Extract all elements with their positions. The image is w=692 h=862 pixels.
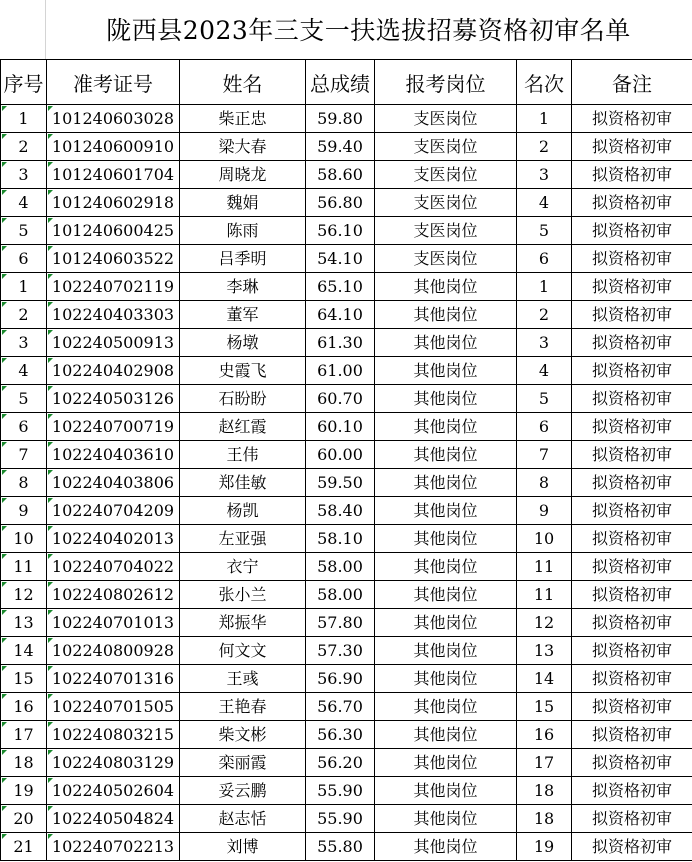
cell-exam-number[interactable]: 101240600910 [47, 133, 180, 161]
cell-index[interactable]: 5 [1, 217, 47, 245]
table-row [1, 245, 692, 273]
cell-rank[interactable]: 16 [517, 721, 572, 749]
cell-name[interactable]: 周晓龙 [180, 161, 306, 189]
cell-total-score[interactable]: 56.10 [306, 217, 375, 245]
cell-rank[interactable]: 6 [517, 413, 572, 441]
cell-position[interactable]: 支医岗位 [375, 217, 517, 245]
cell-total-score[interactable]: 60.10 [306, 413, 375, 441]
cell-total-score[interactable]: 55.80 [306, 833, 375, 861]
table-body [1, 105, 692, 861]
table-row [1, 553, 692, 581]
cell-total-score[interactable]: 60.00 [306, 441, 375, 469]
cell-rank[interactable]: 11 [517, 553, 572, 581]
cell-index[interactable]: 19 [1, 777, 47, 805]
table-row [1, 665, 692, 693]
cell-remark[interactable]: 拟资格初审 [572, 329, 692, 357]
cell-name[interactable]: 赵红霞 [180, 413, 306, 441]
cell-exam-number[interactable]: 101240603522 [47, 245, 180, 273]
cell-index[interactable]: 4 [1, 357, 47, 385]
cell-exam-number[interactable]: 101240601704 [47, 161, 180, 189]
cell-name[interactable]: 妥云鹏 [180, 777, 306, 805]
cell-position[interactable]: 其他岗位 [375, 665, 517, 693]
cell-remark[interactable]: 拟资格初审 [572, 777, 692, 805]
cell-index[interactable]: 5 [1, 385, 47, 413]
cell-position[interactable]: 其他岗位 [375, 385, 517, 413]
table-row [1, 441, 692, 469]
cell-name[interactable]: 李琳 [180, 273, 306, 301]
cell-name[interactable]: 柴文彬 [180, 721, 306, 749]
cell-position[interactable]: 其他岗位 [375, 777, 517, 805]
cell-remark[interactable]: 拟资格初审 [572, 133, 692, 161]
cell-index[interactable]: 2 [1, 133, 47, 161]
cell-exam-number[interactable]: 102240800928 [47, 637, 180, 665]
cell-total-score[interactable]: 64.10 [306, 301, 375, 329]
cell-rank[interactable]: 4 [517, 357, 572, 385]
header-cell-exam-number[interactable]: 准考证号 [47, 60, 180, 105]
header-cell-name[interactable]: 姓名 [180, 60, 306, 105]
header-cell-total-score[interactable]: 总成绩 [306, 60, 375, 105]
cell-position[interactable]: 其他岗位 [375, 301, 517, 329]
cell-position[interactable]: 其他岗位 [375, 525, 517, 553]
cell-name[interactable]: 柴正忠 [180, 105, 306, 133]
cell-index[interactable]: 1 [1, 273, 47, 301]
cell-rank[interactable]: 2 [517, 133, 572, 161]
cell-total-score[interactable]: 59.80 [306, 105, 375, 133]
cell-exam-number[interactable]: 102240701505 [47, 693, 180, 721]
cell-name[interactable]: 王艳春 [180, 693, 306, 721]
cell-remark[interactable]: 拟资格初审 [572, 413, 692, 441]
cell-exam-number[interactable]: 101240600425 [47, 217, 180, 245]
cell-index[interactable]: 14 [1, 637, 47, 665]
table-row [1, 329, 692, 357]
cell-position[interactable]: 其他岗位 [375, 721, 517, 749]
cell-exam-number[interactable]: 101240602918 [47, 189, 180, 217]
cell-exam-number[interactable]: 102240403610 [47, 441, 180, 469]
cell-position[interactable]: 其他岗位 [375, 749, 517, 777]
cell-exam-number[interactable]: 102240803215 [47, 721, 180, 749]
table-row [1, 805, 692, 833]
candidate-table [0, 59, 692, 861]
cell-index[interactable]: 9 [1, 497, 47, 525]
cell-position[interactable]: 其他岗位 [375, 497, 517, 525]
cell-rank[interactable]: 4 [517, 189, 572, 217]
cell-total-score[interactable]: 58.40 [306, 497, 375, 525]
table-row [1, 581, 692, 609]
cell-total-score[interactable]: 59.40 [306, 133, 375, 161]
cell-remark[interactable]: 拟资格初审 [572, 525, 692, 553]
table-row [1, 105, 692, 133]
header-cell-rank[interactable]: 名次 [517, 60, 572, 105]
cell-remark[interactable]: 拟资格初审 [572, 385, 692, 413]
cell-index[interactable]: 16 [1, 693, 47, 721]
table-row [1, 413, 692, 441]
cell-name[interactable]: 郑振华 [180, 609, 306, 637]
cell-index[interactable]: 6 [1, 413, 47, 441]
table-row [1, 637, 692, 665]
cell-position[interactable]: 其他岗位 [375, 357, 517, 385]
cell-total-score[interactable]: 57.30 [306, 637, 375, 665]
cell-name[interactable]: 王伟 [180, 441, 306, 469]
cell-position[interactable]: 其他岗位 [375, 329, 517, 357]
cell-rank[interactable]: 17 [517, 749, 572, 777]
cell-position[interactable]: 其他岗位 [375, 441, 517, 469]
cell-index[interactable]: 6 [1, 245, 47, 273]
cell-name[interactable]: 赵志恬 [180, 805, 306, 833]
cell-rank[interactable]: 9 [517, 497, 572, 525]
table-row [1, 777, 692, 805]
cell-position[interactable]: 其他岗位 [375, 413, 517, 441]
cell-total-score[interactable]: 65.10 [306, 273, 375, 301]
cell-exam-number[interactable]: 102240803129 [47, 749, 180, 777]
cell-index[interactable]: 13 [1, 609, 47, 637]
cell-name[interactable]: 张小兰 [180, 581, 306, 609]
cell-index[interactable]: 3 [1, 161, 47, 189]
cell-rank[interactable]: 11 [517, 581, 572, 609]
cell-total-score[interactable]: 58.10 [306, 525, 375, 553]
cell-position[interactable]: 其他岗位 [375, 553, 517, 581]
cell-remark[interactable]: 拟资格初审 [572, 273, 692, 301]
table-row [1, 609, 692, 637]
cell-name[interactable]: 梁大春 [180, 133, 306, 161]
table-row [1, 469, 692, 497]
table-row [1, 385, 692, 413]
table-row [1, 301, 692, 329]
cell-remark[interactable]: 拟资格初审 [572, 833, 692, 861]
cell-rank[interactable]: 10 [517, 525, 572, 553]
cell-index[interactable]: 10 [1, 525, 47, 553]
cell-rank[interactable]: 18 [517, 777, 572, 805]
sheet-title: 陇西县2023年三支一扶选拔招募资格初审名单 [106, 16, 631, 45]
cell-exam-number[interactable]: 102240402908 [47, 357, 180, 385]
cell-index[interactable]: 4 [1, 189, 47, 217]
cell-index[interactable]: 21 [1, 833, 47, 861]
table-row [1, 525, 692, 553]
title-row[interactable] [0, 0, 692, 60]
table-row [1, 133, 692, 161]
cell-name[interactable]: 石盼盼 [180, 385, 306, 413]
cell-rank[interactable]: 8 [517, 469, 572, 497]
table-row [1, 161, 692, 189]
table-row [1, 693, 692, 721]
cell-exam-number[interactable]: 102240503126 [47, 385, 180, 413]
cell-remark[interactable]: 拟资格初审 [572, 161, 692, 189]
header-row [1, 60, 692, 105]
cell-total-score[interactable]: 56.90 [306, 665, 375, 693]
cell-rank[interactable]: 14 [517, 665, 572, 693]
cell-total-score[interactable]: 59.50 [306, 469, 375, 497]
cell-remark[interactable]: 拟资格初审 [572, 581, 692, 609]
cell-name[interactable]: 栾丽霞 [180, 749, 306, 777]
cell-index[interactable]: 15 [1, 665, 47, 693]
cell-remark[interactable]: 拟资格初审 [572, 217, 692, 245]
cell-index[interactable]: 11 [1, 553, 47, 581]
cell-exam-number[interactable]: 102240500913 [47, 329, 180, 357]
cell-exam-number[interactable]: 102240402013 [47, 525, 180, 553]
cell-total-score[interactable]: 56.20 [306, 749, 375, 777]
cell-position[interactable]: 其他岗位 [375, 273, 517, 301]
cell-remark[interactable]: 拟资格初审 [572, 665, 692, 693]
cell-rank[interactable]: 3 [517, 161, 572, 189]
table-row [1, 721, 692, 749]
cell-total-score[interactable]: 58.00 [306, 553, 375, 581]
cell-index[interactable]: 1 [1, 105, 47, 133]
cell-exam-number[interactable]: 102240502604 [47, 777, 180, 805]
cell-rank[interactable]: 1 [517, 105, 572, 133]
cell-remark[interactable]: 拟资格初审 [572, 553, 692, 581]
cell-total-score[interactable]: 56.80 [306, 189, 375, 217]
cell-exam-number[interactable]: 102240704022 [47, 553, 180, 581]
cell-exam-number[interactable]: 102240403806 [47, 469, 180, 497]
cell-exam-number[interactable]: 102240504824 [47, 805, 180, 833]
cell-remark[interactable]: 拟资格初审 [572, 693, 692, 721]
cell-position[interactable]: 其他岗位 [375, 609, 517, 637]
cell-remark[interactable]: 拟资格初审 [572, 721, 692, 749]
cell-position[interactable]: 其他岗位 [375, 833, 517, 861]
cell-rank[interactable]: 7 [517, 441, 572, 469]
cell-exam-number[interactable]: 102240701316 [47, 665, 180, 693]
cell-index[interactable]: 18 [1, 749, 47, 777]
cell-position[interactable]: 其他岗位 [375, 581, 517, 609]
cell-position[interactable]: 支医岗位 [375, 189, 517, 217]
cell-total-score[interactable]: 56.70 [306, 693, 375, 721]
cell-total-score[interactable]: 57.80 [306, 609, 375, 637]
cell-rank[interactable]: 1 [517, 273, 572, 301]
cell-total-score[interactable]: 55.90 [306, 805, 375, 833]
cell-name[interactable]: 郑佳敏 [180, 469, 306, 497]
cell-rank[interactable]: 15 [517, 693, 572, 721]
cell-remark[interactable]: 拟资格初审 [572, 357, 692, 385]
cell-name[interactable]: 王彧 [180, 665, 306, 693]
header-cell-remark[interactable]: 备注 [572, 60, 692, 105]
cell-remark[interactable]: 拟资格初审 [572, 609, 692, 637]
cell-index[interactable]: 3 [1, 329, 47, 357]
cell-index[interactable]: 2 [1, 301, 47, 329]
cell-name[interactable]: 吕季明 [180, 245, 306, 273]
cell-name[interactable]: 魏娟 [180, 189, 306, 217]
cell-remark[interactable]: 拟资格初审 [572, 805, 692, 833]
cell-remark[interactable]: 拟资格初审 [572, 749, 692, 777]
table-row [1, 833, 692, 861]
cell-remark[interactable]: 拟资格初审 [572, 497, 692, 525]
cell-total-score[interactable]: 55.90 [306, 777, 375, 805]
cell-total-score[interactable]: 58.00 [306, 581, 375, 609]
cell-name[interactable]: 衣宁 [180, 553, 306, 581]
table-row [1, 273, 692, 301]
cell-exam-number[interactable]: 102240802612 [47, 581, 180, 609]
cell-position[interactable]: 其他岗位 [375, 469, 517, 497]
cell-index[interactable]: 8 [1, 469, 47, 497]
cell-remark[interactable]: 拟资格初审 [572, 441, 692, 469]
table-row [1, 189, 692, 217]
cell-total-score[interactable]: 61.00 [306, 357, 375, 385]
cell-remark[interactable]: 拟资格初审 [572, 301, 692, 329]
cell-position[interactable]: 其他岗位 [375, 637, 517, 665]
cell-name[interactable]: 杨凯 [180, 497, 306, 525]
cell-index[interactable]: 20 [1, 805, 47, 833]
cell-exam-number[interactable]: 102240704209 [47, 497, 180, 525]
cell-total-score[interactable]: 56.30 [306, 721, 375, 749]
cell-remark[interactable]: 拟资格初审 [572, 105, 692, 133]
cell-exam-number[interactable]: 102240403303 [47, 301, 180, 329]
cell-total-score[interactable]: 61.30 [306, 329, 375, 357]
cell-position[interactable]: 其他岗位 [375, 693, 517, 721]
cell-rank[interactable]: 12 [517, 609, 572, 637]
cell-rank[interactable]: 19 [517, 833, 572, 861]
cell-rank[interactable]: 13 [517, 637, 572, 665]
cell-rank[interactable]: 6 [517, 245, 572, 273]
cell-name[interactable]: 董军 [180, 301, 306, 329]
cell-rank[interactable]: 3 [517, 329, 572, 357]
cell-remark[interactable]: 拟资格初审 [572, 245, 692, 273]
cell-name[interactable]: 杨墩 [180, 329, 306, 357]
cell-exam-number[interactable]: 102240702119 [47, 273, 180, 301]
cell-remark[interactable]: 拟资格初审 [572, 189, 692, 217]
cell-rank[interactable]: 18 [517, 805, 572, 833]
cell-remark[interactable]: 拟资格初审 [572, 637, 692, 665]
cell-index[interactable]: 12 [1, 581, 47, 609]
table-row [1, 497, 692, 525]
header-cell-index[interactable]: 序号 [1, 60, 47, 105]
cell-rank[interactable]: 5 [517, 385, 572, 413]
cell-name[interactable]: 左亚强 [180, 525, 306, 553]
cell-position[interactable]: 支医岗位 [375, 133, 517, 161]
cell-name[interactable]: 陈雨 [180, 217, 306, 245]
cell-total-score[interactable]: 54.10 [306, 245, 375, 273]
cell-position[interactable]: 其他岗位 [375, 805, 517, 833]
cell-total-score[interactable]: 58.60 [306, 161, 375, 189]
cell-exam-number[interactable]: 102240702213 [47, 833, 180, 861]
cell-name[interactable]: 刘博 [180, 833, 306, 861]
cell-index[interactable]: 7 [1, 441, 47, 469]
cell-exam-number[interactable]: 102240701013 [47, 609, 180, 637]
cell-exam-number[interactable]: 102240700719 [47, 413, 180, 441]
cell-total-score[interactable]: 60.70 [306, 385, 375, 413]
table-row [1, 357, 692, 385]
cell-exam-number[interactable]: 101240603028 [47, 105, 180, 133]
cell-position[interactable]: 支医岗位 [375, 161, 517, 189]
table-row [1, 749, 692, 777]
cell-rank[interactable]: 2 [517, 301, 572, 329]
cell-position[interactable]: 支医岗位 [375, 245, 517, 273]
cell-name[interactable]: 何文文 [180, 637, 306, 665]
cell-index[interactable]: 17 [1, 721, 47, 749]
cell-position[interactable]: 支医岗位 [375, 105, 517, 133]
header-cell-position[interactable]: 报考岗位 [375, 60, 517, 105]
cell-remark[interactable]: 拟资格初审 [572, 469, 692, 497]
cell-name[interactable]: 史霞飞 [180, 357, 306, 385]
table-row [1, 217, 692, 245]
cell-rank[interactable]: 5 [517, 217, 572, 245]
